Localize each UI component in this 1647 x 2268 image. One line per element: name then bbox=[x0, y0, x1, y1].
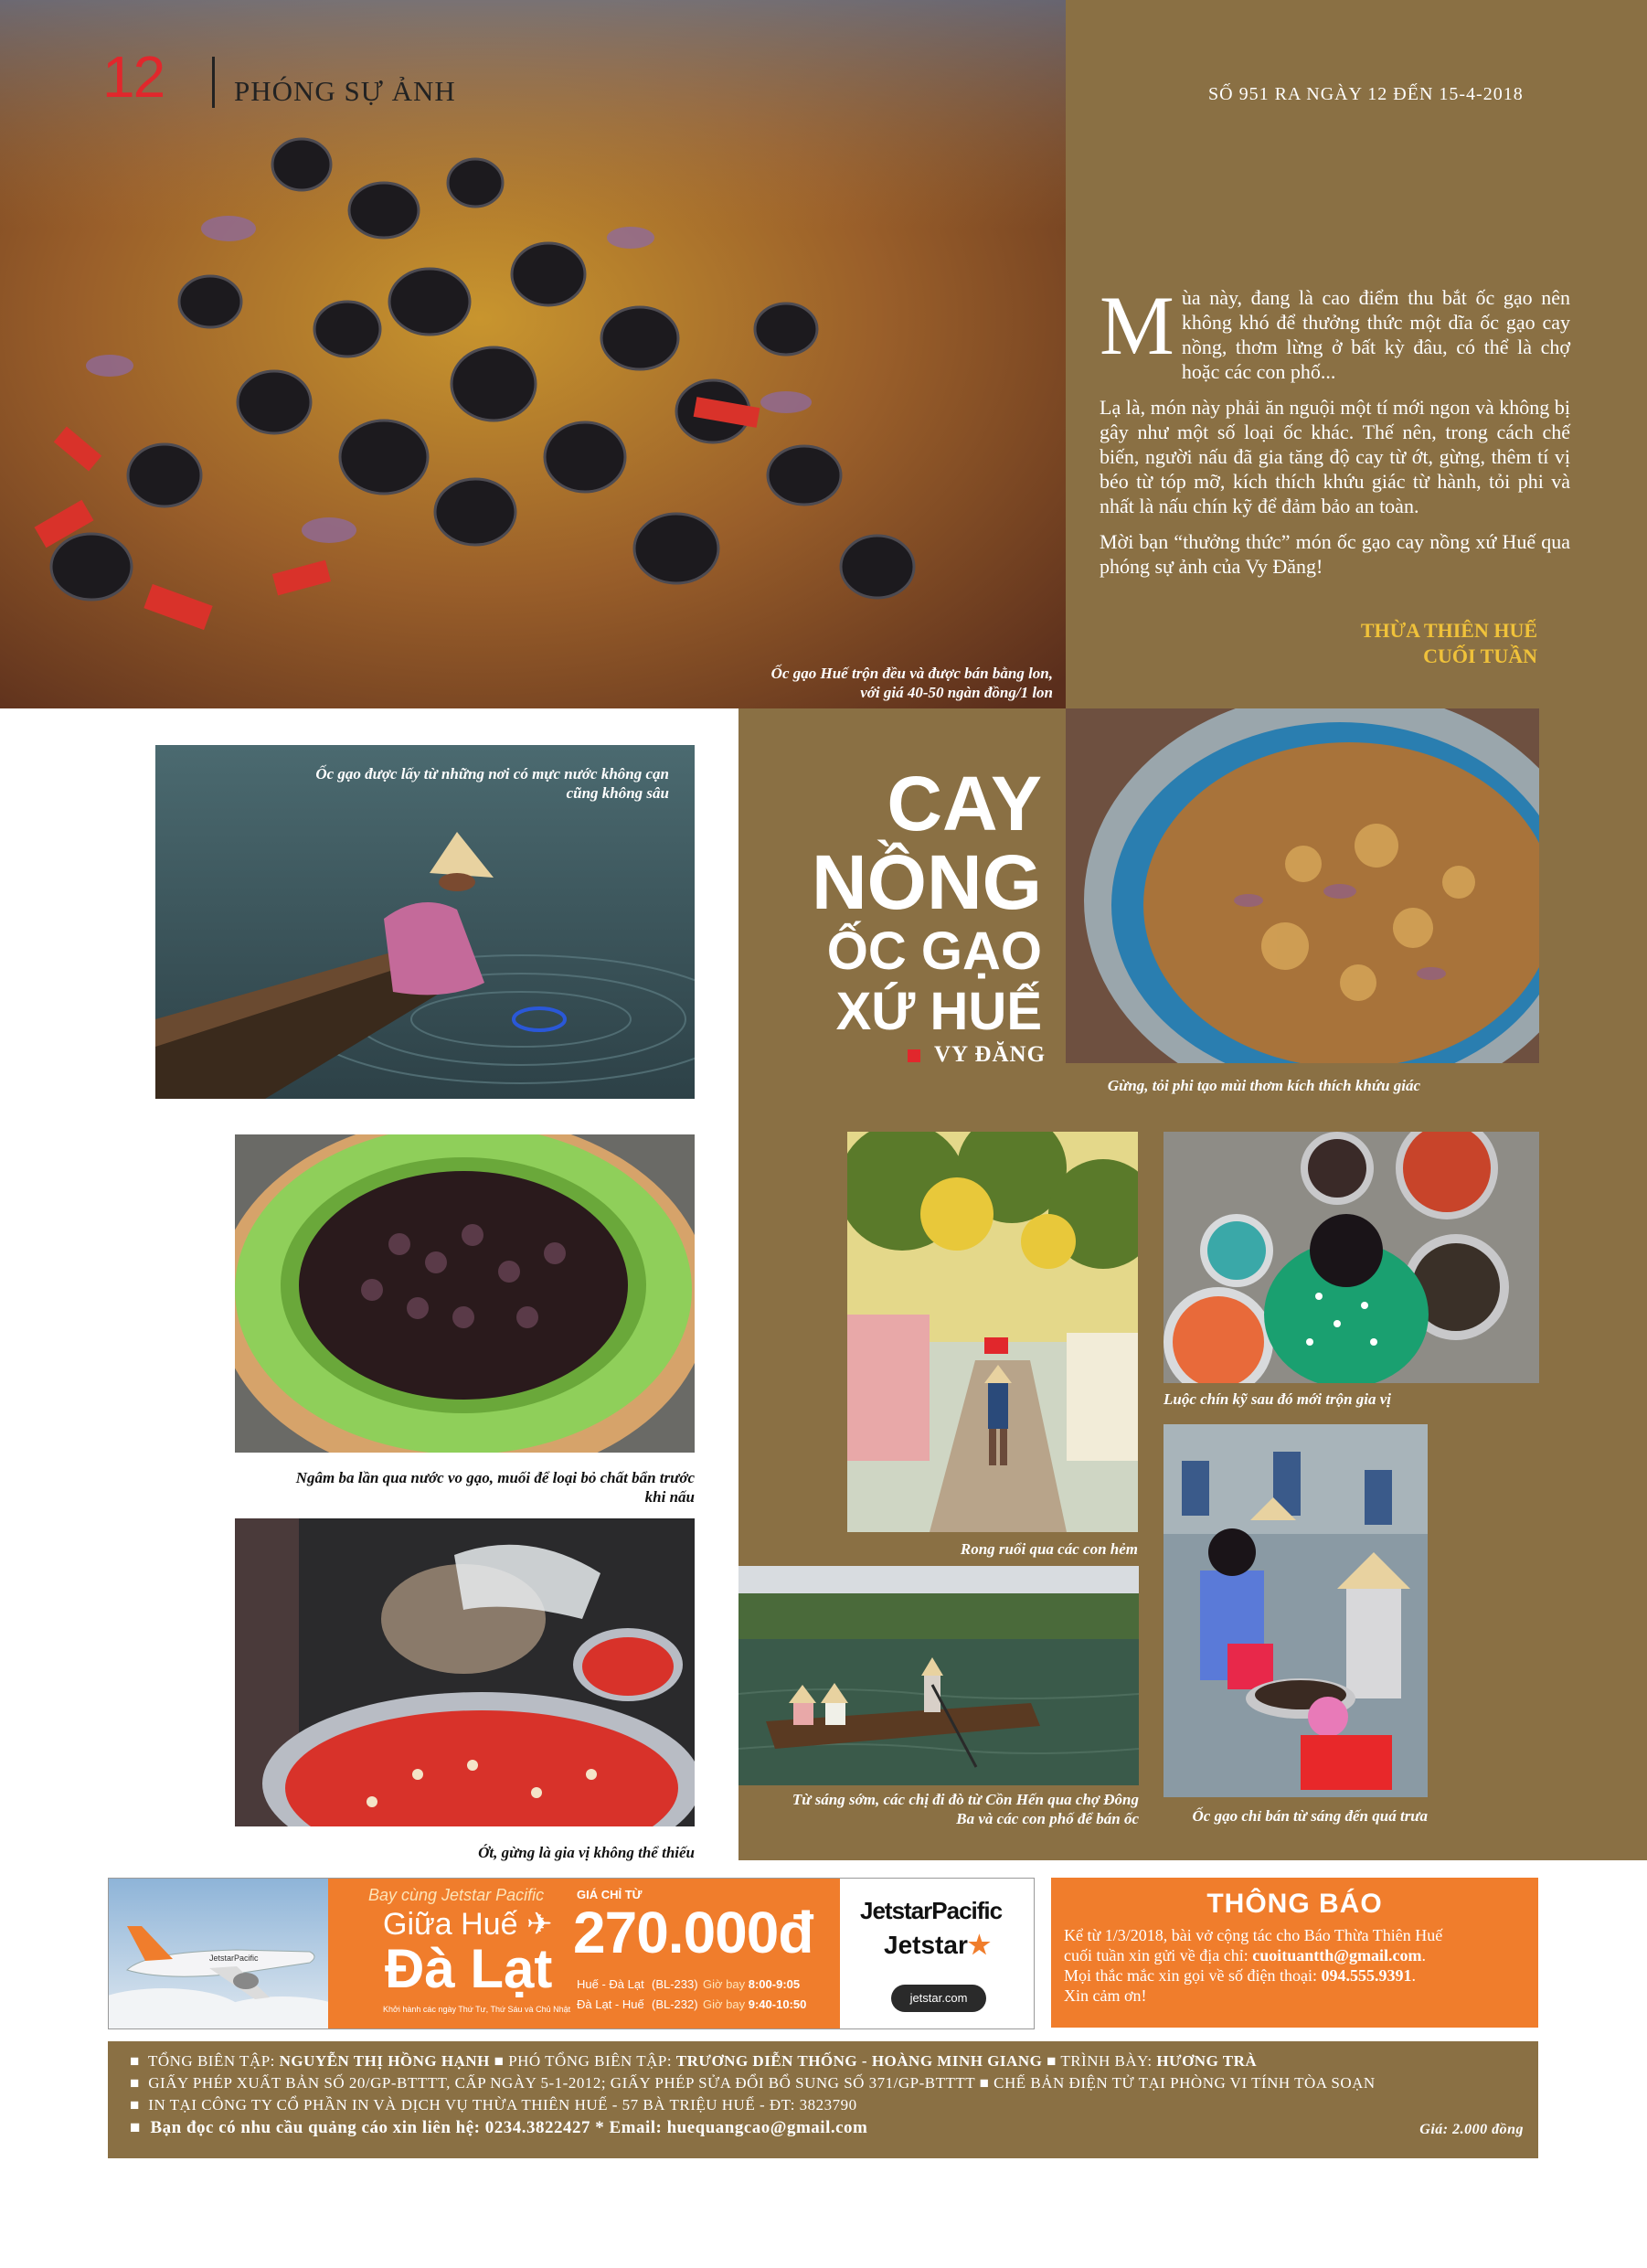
intro-text bbox=[1100, 279, 1570, 590]
ad-route-top bbox=[383, 1906, 552, 1943]
notice-title: THÔNG BÁO bbox=[1206, 1889, 1383, 1919]
photo-fried-garlic-bowl bbox=[1066, 708, 1539, 1063]
source-credit bbox=[1280, 618, 1537, 669]
title-line-4: XỨ HUẾ bbox=[835, 982, 1042, 1041]
jetstar-pacific-logo: JetstarPacific bbox=[860, 1897, 1003, 1924]
notice-line-2 bbox=[1064, 1945, 1530, 1965]
jetstar-ad[interactable] bbox=[108, 1878, 1035, 2029]
bullet-square-icon: ■ bbox=[130, 2118, 141, 2137]
title-line-1: CAY bbox=[887, 761, 1042, 847]
soak-caption-line-1: Ngâm ba lần qua nước vo gạo, muối để loại bỏ chất bẩn trước bbox=[295, 1469, 695, 1486]
garlic-caption: Gừng, tỏi phi tạo mùi thơm kích thích khứu giác bbox=[1107, 1077, 1420, 1094]
plane-livery-text: JetstarPacific bbox=[209, 1954, 259, 1963]
editor-name: NGUYỄN THỊ HỒNG HẠNH bbox=[279, 2052, 490, 2070]
ads-contact-text: Bạn đọc có nhu cầu quảng cáo xin liên hệ: 0234.3822427 * Email: huequangcao@gmail.com bbox=[150, 2118, 868, 2137]
mixing-caption: Luộc chín kỹ sau đó mới trộn gia vị bbox=[1164, 1390, 1392, 1408]
page-number: 12 bbox=[102, 44, 165, 110]
ad-price-label: GIÁ CHỈ TỪ bbox=[577, 1888, 643, 1901]
notice-line-3-end: . bbox=[1411, 1966, 1416, 1985]
footer-masthead bbox=[108, 2041, 1538, 2158]
deputy-names: TRƯƠNG DIỄN THỐNG - HOÀNG MINH GIANG bbox=[675, 2052, 1043, 2070]
star-icon: ★ bbox=[967, 1931, 991, 1959]
flight-2-code: (BL-232) bbox=[652, 1997, 698, 2011]
photo-mixing-overhead bbox=[1164, 1132, 1539, 1383]
market-caption: Ốc gạo chỉ bán từ sáng đến quá trưa bbox=[1192, 1807, 1428, 1825]
ad-plane-photo bbox=[109, 1879, 328, 2028]
notice-line-2-text: cuối tuần xin gửi về địa chỉ: bbox=[1064, 1946, 1253, 1965]
ad-flight-2 bbox=[577, 1997, 806, 2011]
notice-email-link[interactable]: cuoituantth@gmail.com bbox=[1252, 1946, 1422, 1965]
flight-1-code: (BL-233) bbox=[652, 1977, 698, 1991]
notice-box bbox=[1051, 1878, 1538, 2028]
jetstar-logo bbox=[884, 1930, 991, 1960]
footer-ads-line bbox=[130, 2118, 867, 2138]
water-caption-line-2: cũng không sâu bbox=[566, 784, 669, 802]
ad-route-big: Đà Lạt bbox=[385, 1938, 553, 1999]
hero-caption bbox=[640, 664, 1053, 702]
ad-price: 270.000đ bbox=[573, 1900, 813, 1965]
drop-cap: M bbox=[1100, 279, 1174, 372]
soak-caption bbox=[235, 1468, 695, 1507]
intro-paragraph-2: Lạ là, món này phải ăn nguội một tí mới ngon và không bị gây như một số loại ốc khác. Thế nên, trong cách chế biến, người nấu đã gia tăng độ cay từ ớt, gừng, thêm tí vị béo từ tóp mỡ, kích thích khứu giác từ hành, tỏi phi và nhất là nấu chín kỹ để đảm bảo an toàn. bbox=[1100, 396, 1570, 517]
footer-price: Giá: 2.000 đồng bbox=[1419, 2122, 1524, 2137]
flight-1-route: Huế - Đà Lạt bbox=[577, 1977, 644, 1991]
photo-market-sellers bbox=[1164, 1424, 1428, 1797]
hero-caption-line-1: Ốc gạo Huế trộn đều và được bán bằng lon, bbox=[770, 665, 1053, 682]
source-line-1: THỪA THIÊN HUẾ bbox=[1360, 619, 1537, 642]
ad-tagline: Bay cùng Jetstar Pacific bbox=[368, 1886, 545, 1904]
author-marker bbox=[908, 1049, 920, 1062]
notice-line-1: Kể từ 1/3/2018, bài vở cộng tác cho Báo Thừa Thiên Huế bbox=[1064, 1926, 1443, 1944]
intro-paragraph-3: Mời bạn “thưởng thức” món ốc gạo cay nồng xứ Huế qua phóng sự ảnh của Vy Đăng! bbox=[1100, 530, 1570, 578]
bullet-square-icon: ■ bbox=[1047, 2052, 1057, 2070]
bullet-square-icon: ■ bbox=[130, 2052, 140, 2070]
title-line-2: NỒNG bbox=[812, 839, 1042, 925]
notice-body bbox=[1064, 1925, 1530, 2006]
flight-1-time-label: Giờ bay bbox=[703, 1977, 746, 1991]
section-title: PHÓNG SỰ ẢNH bbox=[234, 75, 456, 107]
editor-label: TỔNG BIÊN TẬP: bbox=[147, 2052, 275, 2070]
ad-days-note: Khởi hành các ngày Thứ Tư, Thứ Sáu và Chủ Nhật bbox=[383, 2005, 571, 2014]
chili-caption: Ớt, gừng là gia vị không thể thiếu bbox=[478, 1844, 695, 1861]
deputy-label: PHÓ TỔNG BIÊN TẬP: bbox=[508, 2052, 673, 2070]
jetstar-logo-text: Jetstar bbox=[884, 1931, 968, 1959]
layout-label: TRÌNH BÀY: bbox=[1060, 2052, 1153, 2070]
photo-alley bbox=[847, 1132, 1138, 1532]
intro-p1-text: ùa này, đang là cao điểm thu bắt ốc gạo nên không khó để thưởng thức một dĩa ốc gạo cay nồng, thơm lừng ở bất kỳ đâu, có thể là chợ hoặc các con phố... bbox=[1181, 286, 1570, 383]
flight-2-time-label: Giờ bay bbox=[703, 1997, 746, 2011]
notice-line-3 bbox=[1064, 1965, 1530, 1986]
typesetting-text: CHẾ BẢN ĐIỆN TỬ TẠI PHÒNG VI TÍNH TÒA SOẠN bbox=[994, 2074, 1376, 2092]
header-divider bbox=[212, 57, 215, 108]
footer-license-line bbox=[130, 2074, 1376, 2092]
author-name: VY ĐĂNG bbox=[934, 1042, 1047, 1067]
bullet-square-icon: ■ bbox=[130, 2074, 140, 2092]
bullet-square-icon: ■ bbox=[130, 2096, 140, 2114]
notice-line-2-end: . bbox=[1421, 1946, 1426, 1965]
issue-info: SỐ 951 RA NGÀY 12 ĐẾN 15-4-2018 bbox=[1208, 84, 1524, 104]
ad-route-top-text: Giữa Huế bbox=[383, 1907, 518, 1942]
notice-line-3-text: Mọi thắc mắc xin gọi về số điện thoại: bbox=[1064, 1966, 1322, 1985]
footer-printer-line bbox=[130, 2096, 857, 2114]
water-caption bbox=[219, 764, 669, 803]
layout-name: HƯƠNG TRÀ bbox=[1156, 2052, 1258, 2070]
flight-1-time: 8:00-9:05 bbox=[748, 1977, 801, 1991]
boat-caption-line-1: Từ sáng sớm, các chị đi đò từ Cồn Hến qua chợ Đông bbox=[792, 1791, 1139, 1808]
boat-caption-line-2: Ba và các con phố để bán ốc bbox=[956, 1810, 1139, 1827]
water-caption-line-1: Ốc gạo được lấy từ những nơi có mực nước không cạn bbox=[315, 765, 669, 783]
title-line-3: ỐC GẠO bbox=[826, 921, 1042, 981]
bullet-square-icon: ■ bbox=[494, 2052, 505, 2070]
source-line-2: CUỐI TUẦN bbox=[1423, 644, 1537, 667]
boat-caption bbox=[738, 1790, 1139, 1828]
notice-phone: 094.555.9391 bbox=[1321, 1966, 1412, 1985]
flight-2-time: 9:40-10:50 bbox=[748, 1997, 807, 2011]
license-text: GIẤY PHÉP XUẤT BẢN SỐ 20/GP-BTTTT, CẤP NGÀY 5-1-2012; GIẤY PHÉP SỬA ĐỔI BỔ SUNG SỐ 371/GP-BTTTT bbox=[148, 2074, 975, 2092]
plane-icon: ✈ bbox=[526, 1907, 553, 1942]
hero-caption-line-2: với giá 40-50 ngàn đồng/1 lon bbox=[860, 684, 1053, 701]
printer-text: IN TẠI CÔNG TY CỔ PHẦN IN VÀ DỊCH VỤ THỪA THIÊN HUẾ - 57 BÀ TRIỆU HUẾ - ĐT: 3823790 bbox=[148, 2096, 857, 2114]
ad-flight-1 bbox=[577, 1977, 800, 1991]
photo-boat bbox=[738, 1566, 1139, 1785]
flight-2-route: Đà Lạt - Huế bbox=[577, 1997, 644, 2011]
photo-chili-ginger bbox=[235, 1518, 695, 1826]
jetstar-website-button[interactable]: jetstar.com bbox=[891, 1985, 986, 2012]
notice-line-4: Xin cảm ơn! bbox=[1064, 1986, 1147, 2005]
soak-caption-line-2: khi nấu bbox=[644, 1488, 695, 1506]
article-title bbox=[786, 761, 1042, 1042]
alley-caption: Rong ruổi qua các con hẻm bbox=[960, 1540, 1138, 1558]
bullet-square-icon: ■ bbox=[979, 2074, 990, 2092]
photo-snails-basket bbox=[235, 1134, 695, 1453]
intro-paragraph-1 bbox=[1100, 279, 1570, 384]
footer-staff-line bbox=[130, 2052, 1257, 2071]
